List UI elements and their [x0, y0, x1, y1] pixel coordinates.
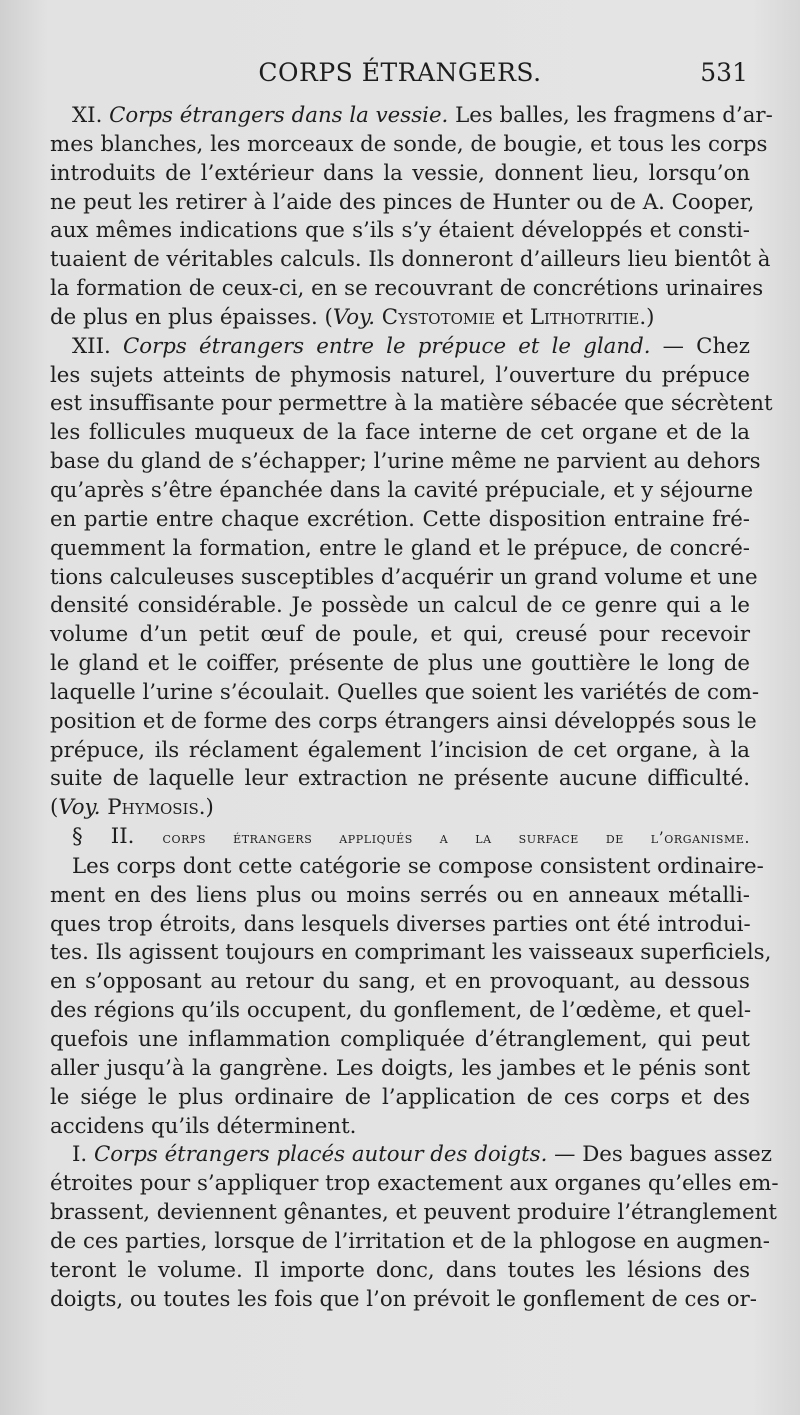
text-line	[50, 448, 761, 477]
text-segment: base du gland de s’échapper; l’urine même ne parvient au dehors	[50, 449, 761, 475]
text-line	[50, 535, 750, 564]
text-line	[50, 1199, 777, 1228]
text-line	[50, 189, 755, 218]
text-segment: volume d’un petit œuf de poule, et qui, creusé pour recevoir	[50, 622, 750, 648]
text-line	[50, 997, 750, 1026]
text-line	[50, 1055, 750, 1084]
text-segment: introduits de l’extérieur dans la vessie, donnent lieu, lorsqu’on	[50, 160, 750, 186]
body-text	[50, 102, 779, 1314]
text-segment: .)	[639, 304, 655, 330]
text-line	[50, 333, 750, 362]
text-segment: Lithotritie	[529, 304, 640, 330]
text-line	[50, 160, 750, 189]
text-segment: qu’après s’être épanchée dans la cavité prépuciale, et y séjourne	[50, 477, 754, 503]
text-segment: tes. Ils agissent toujours en comprimant les vaisseaux superficiels,	[50, 940, 772, 966]
text-segment: XII.	[72, 333, 123, 359]
text-segment: en partie entre chaque excrétion. Cette disposition entraine fré-	[50, 506, 750, 532]
text-segment: ment en des liens plus ou moins serrés ou en anneaux métalli-	[50, 882, 750, 908]
text-line	[50, 506, 750, 535]
text-segment: — Des bagues assez	[547, 1142, 772, 1168]
text-line	[50, 1286, 757, 1315]
text-segment: I.	[72, 1142, 94, 1168]
text-segment: Les corps dont cette catégorie se compose consistent ordinaire-	[72, 853, 764, 879]
text-line	[50, 939, 772, 968]
text-line	[50, 765, 750, 794]
text-segment: tuaient de véritables calculs. Ils donneront d’ailleurs lieu bientôt à	[50, 247, 771, 273]
text-segment: Corps étrangers dans la vessie.	[109, 103, 449, 128]
text-segment: corps étrangers appliqués a la surface de l’organisme.	[162, 829, 750, 848]
text-line	[50, 275, 764, 304]
text-segment: de ces parties, lorsque de l’irritation et de la phlogose en augmen-	[50, 1228, 770, 1254]
text-segment: § II.	[72, 824, 163, 850]
text-line	[50, 1170, 779, 1199]
text-segment: tions calculeuses susceptibles d’acquérir un grand volume et une	[50, 564, 758, 590]
text-line	[50, 564, 758, 593]
text-segment: et	[495, 304, 530, 330]
text-segment: doigts, ou toutes les fois que l’on prévoit le gonflement de ces or-	[50, 1286, 757, 1312]
text-line	[50, 823, 750, 853]
text-segment: Voy.	[58, 795, 101, 821]
text-segment: suite de laquelle leur extraction ne présente aucune difficulté.	[50, 766, 750, 792]
text-segment: en s’opposant au retour du sang, et en provoquant, au dessous	[50, 969, 750, 995]
text-segment: position et de forme des corps étrangers ainsi développés sous le	[50, 708, 757, 734]
text-line	[50, 477, 754, 506]
text-segment: le siége le plus ordinaire de l’application de ces corps et des	[50, 1084, 750, 1110]
text-segment: laquelle l’urine s’écoulait. Quelles que soient les variétés de com-	[50, 679, 760, 705]
text-segment: de plus en plus épaisses. (	[50, 304, 333, 330]
text-segment: Voy.	[332, 304, 376, 330]
text-segment: est insuffisante pour permettre à la matière sébacée que sécrètent	[50, 391, 773, 417]
text-segment: XI.	[72, 103, 110, 128]
text-line	[50, 650, 750, 679]
text-segment: ne peut les retirer à l’aide des pinces de Hunter ou de A. Cooper,	[50, 189, 755, 215]
text-line	[50, 1228, 770, 1257]
text-segment: Cystotomie	[375, 304, 496, 330]
text-segment: des régions qu’ils occupent, du gonflement, de l’œdème, et quel-	[50, 998, 752, 1024]
text-segment: (	[50, 795, 59, 821]
text-segment: Les balles, les fragmens d’ar-	[448, 103, 773, 128]
text-segment: — Chez	[650, 333, 751, 359]
text-line	[50, 794, 750, 823]
text-line	[50, 968, 750, 997]
text-line	[50, 1026, 750, 1055]
text-line	[50, 1141, 772, 1170]
text-segment: la formation de ceux-ci, en se recouvrant de concrétions urinaires	[50, 276, 764, 302]
text-segment: quemment la formation, entre le gland et le prépuce, de concré-	[50, 535, 750, 561]
text-line	[50, 102, 773, 131]
text-line	[50, 217, 750, 246]
text-line	[50, 911, 750, 940]
text-segment: aux mêmes indications que s’ils s’y étaient développés et consti-	[50, 218, 750, 244]
text-segment: teront le volume. Il importe donc, dans toutes les lésions des	[50, 1257, 750, 1283]
running-title: CORPS ÉTRANGERS.	[258, 58, 542, 87]
text-line	[50, 390, 773, 419]
text-segment: brassent, deviennent gênantes, et peuvent produire l’étranglement	[50, 1200, 777, 1226]
text-line	[50, 592, 750, 621]
text-line	[50, 304, 750, 333]
text-segment: densité considérable. Je possède un calcul de ce genre qui a le	[50, 593, 750, 619]
text-line	[50, 1257, 750, 1286]
text-segment: Corps étrangers placés autour des doigts.	[93, 1142, 548, 1168]
text-segment: Phymosis	[100, 795, 199, 821]
text-line	[50, 246, 771, 275]
text-segment: ques trop étroits, dans lesquels diverses parties ont été introdui-	[50, 911, 751, 937]
page-number: 531	[700, 58, 748, 87]
text-segment: aller jusqu’à la gangrène. Les doigts, les jambes et le pénis sont	[50, 1055, 750, 1081]
text-segment: prépuce, ils réclament également l’incision de cet organe, à la	[50, 737, 750, 763]
text-line	[50, 362, 750, 391]
text-segment: .)	[198, 795, 214, 821]
text-line	[50, 737, 750, 766]
text-segment: les sujets atteints de phymosis naturel, l’ouverture du prépuce	[50, 362, 750, 388]
text-segment: accidens qu’ils déterminent.	[50, 1113, 357, 1139]
text-line	[50, 679, 760, 708]
text-segment: quefois une inflammation compliquée d’étranglement, qui peut	[50, 1027, 750, 1052]
text-line	[50, 1084, 750, 1113]
text-segment: le gland et le coiffer, présente de plus une gouttière le long de	[50, 651, 750, 677]
text-line	[50, 853, 764, 882]
text-line	[50, 621, 750, 650]
text-line	[50, 1113, 750, 1142]
text-segment: mes blanches, les morceaux de sonde, de bougie, et tous les corps	[50, 131, 768, 157]
page-header	[50, 58, 750, 98]
text-line	[50, 882, 750, 911]
text-line	[50, 131, 768, 160]
text-segment: Corps étrangers entre le prépuce et le gland.	[122, 333, 651, 359]
text-segment: les follicules muqueux de la face interne de cet organe et de la	[50, 420, 750, 446]
text-line	[50, 708, 757, 737]
text-line	[50, 419, 750, 448]
text-segment: étroites pour s’appliquer trop exactement aux organes qu’elles em-	[50, 1171, 779, 1197]
